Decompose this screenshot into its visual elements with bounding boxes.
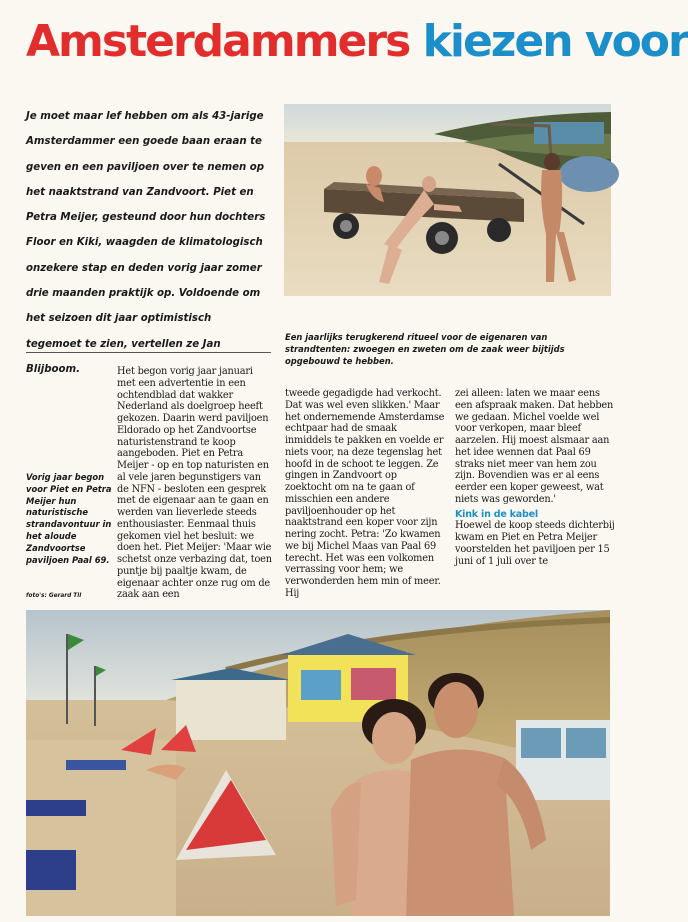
headline-part-red: Amsterdammers [26,16,410,67]
intro-paragraph: Je moet maar lef hebben om als 43-jarige Amsterdammer een goede baan eraan te geven en een paviljoen over te nemen op het naaktstrand van Zandvoort. Piet en Petra Meijer, gesteund door hun dochters Floor en Kiki, waagden de klimatologisch onzekere stap en deden vorig jaar zomer drie maanden praktijk op. Voldoende om het seizoen dit jaar optimistisch tegemoet te zien, vertellen ze Jan Blijboom. [26,111,266,375]
page-headline [26,16,688,67]
photo-credit: foto's: Gerard Til [26,593,82,599]
body-column-2: tweede gegadigde had verkocht. Dat was wel even slikken.' Maar het ondernemende Amsterdamse echtpaar had de smaak inmiddels te pakken en voelde er niets voor, na deze tegenslag het hoofd in de schoot te leggen. Ze gingen in Zandvoort op zoektocht om na te gaan of misschien een andere paviljoenhouder op het naaktstrand een koper voor zijn nering zocht. Petra: 'Zo kwamen we bij Michel Maas van Paal 69 terecht. Het was een volkomen verrassing voor hem; we verwonderden hem min of meer. Hij [285,388,445,599]
body-column-3-text-b: Hoewel de koop steeds dichterbij kwam en Piet en Petra Meijer voorstelden het paviljoen per 15 juni of 1 juli over te [455,520,615,567]
caption-top-photo: Een jaarlijks terugkerend ritueel voor de eigenaren van strandtenten: zwoegen en zweten om de zaak weer bijtijds opgebouwd te hebben. [285,332,565,366]
body-column-1: Het begon vorig jaar januari met een advertentie in een ochtendblad dat wakker Nederland als doelgroep heeft gekozen. Daarin werd paviljoen Eldorado op het Zandvoortse naturistenstrand te koop aangeboden. Piet en Petra Meijer - op en top naturisten en al vele jaren begunstigers van de NFN - besloten een gesprek met de eigenaar aan te gaan en werden van lieverlede steeds enthousiaster. Eenmaal thuis gekomen viel het besluit: we doen het. Piet Meijer: 'Maar wie schetst onze verbazing dat, toen puntje bij paaltje kwam, de eigenaar achter onze rug om de zaak aan een [117,366,272,601]
photo-couple-pavilion [26,610,610,916]
body-column-3-text-a: zei alleen: laten we maar eens een afspraak maken. Dat hebben we gedaan. Michel voelde wel voor verkopen, maar bleef aarzelen. Hij moest alsmaar aan het idee wennen dat Paal 69 straks niet meer van hem zou zijn. Bovendien was er al eens eerder een koper geweest, wat niets was geworden.' [455,388,614,505]
body-column-3 [455,388,615,567]
divider [26,352,271,353]
photo-beach-platform [284,104,611,296]
caption-side: Vorig jaar begon voor Piet en Petra Meijer hun naturistische strandavontuur in het aloude Zandvoortse paviljoen Paal 69. [26,472,112,565]
headline-part-blue: kiezen voor [422,16,688,67]
subheading-kink-in-de-kabel: Kink in de kabel [455,508,538,520]
